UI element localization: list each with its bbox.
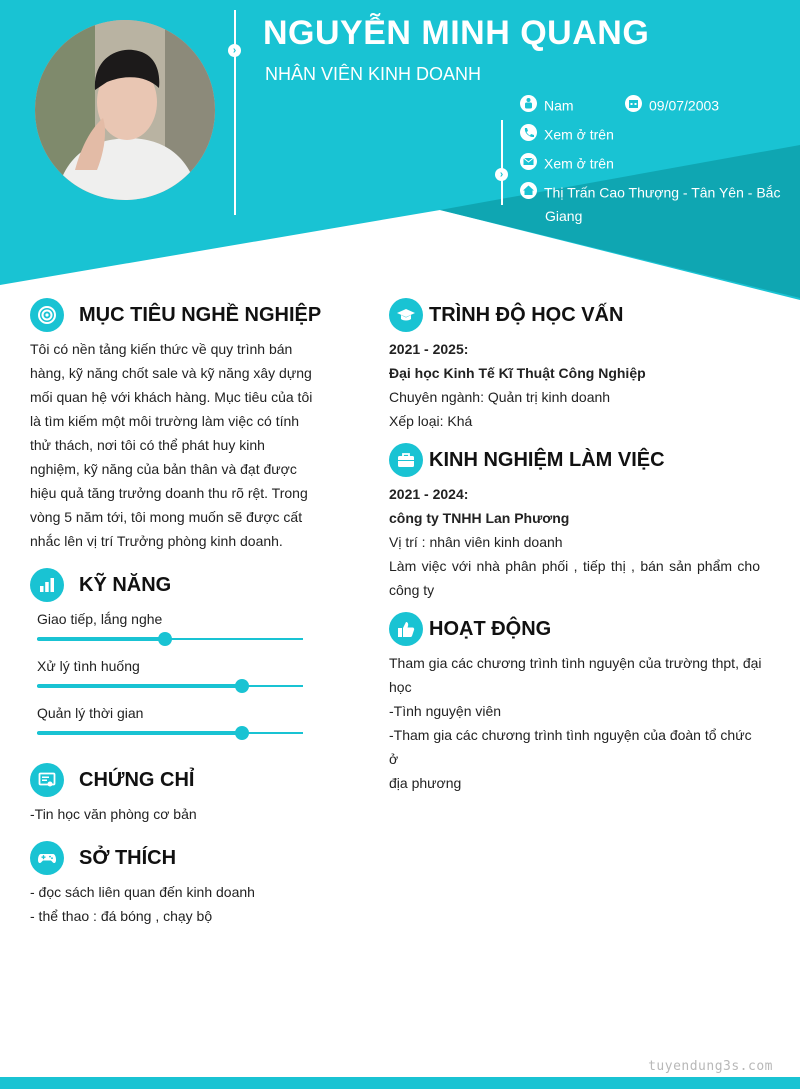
activities-title: HOẠT ĐỘNG xyxy=(429,617,552,640)
certificate-item: -Tin học văn phòng cơ bản xyxy=(30,806,197,822)
bar-chart-icon xyxy=(30,568,64,602)
chevron-right-icon: › xyxy=(495,168,508,181)
phone-icon xyxy=(520,124,537,141)
avatar xyxy=(35,20,215,200)
skill-knob xyxy=(235,679,249,693)
activity-line: Tham gia các chương trình tình nguyện của trường thpt, đại xyxy=(389,655,762,671)
skill-bar xyxy=(37,732,303,734)
skill-fill xyxy=(37,637,165,641)
chevron-right-icon: › xyxy=(228,44,241,57)
watermark: tuyendung3s.com xyxy=(648,1059,773,1074)
calendar-icon xyxy=(625,95,642,112)
education-details xyxy=(389,337,764,433)
objective-title: MỤC TIÊU NGHỀ NGHIỆP xyxy=(79,303,322,326)
email-value: Xem ở trên xyxy=(544,155,614,172)
education-heading xyxy=(389,298,623,332)
header-divider-right xyxy=(501,120,503,205)
envelope-icon xyxy=(520,153,537,170)
skill-label: Giao tiếp, lắng nghe xyxy=(37,611,163,627)
education-major: Chuyên ngành: Quản trị kinh doanh xyxy=(389,389,611,405)
hobby-item: - thể thao : đá bóng , chạy bộ xyxy=(30,908,213,924)
skill-label: Xử lý tình huống xyxy=(37,658,140,674)
footer-bar xyxy=(0,1077,800,1089)
skill-knob xyxy=(235,726,249,740)
education-title: TRÌNH ĐỘ HỌC VẤN xyxy=(429,303,624,326)
birthday-info xyxy=(625,91,719,118)
certificates-title: CHỨNG CHỈ xyxy=(79,768,195,791)
objective-line: hiệu quả tăng trưởng doanh thu rõ rệt. Trong xyxy=(30,485,308,501)
education-rank: Xếp loại: Khá xyxy=(389,413,473,429)
activity-line: -Tham gia các chương trình tình nguyện của đoàn tổ chức ở xyxy=(389,727,752,767)
phone-info xyxy=(520,120,614,147)
target-icon xyxy=(30,298,64,332)
objective-line: vòng 5 năm tới, tôi mong muốn sẽ được cất xyxy=(30,509,303,525)
objective-text xyxy=(30,337,313,553)
graduation-cap-icon xyxy=(389,298,423,332)
hobbies-title: SỞ THÍCH xyxy=(79,846,177,869)
education-school: Đại học Kinh Tế Kĩ Thuật Công Nghiệp xyxy=(389,365,646,381)
experience-position: Vị trí : nhân viên kinh doanh xyxy=(389,534,563,550)
gender-icon xyxy=(520,95,537,112)
skill-fill xyxy=(37,684,242,688)
gender-info xyxy=(520,91,574,118)
objective-line: Tôi có nền tảng kiến thức về quy trình bán xyxy=(30,341,293,357)
activity-line: địa phương xyxy=(389,775,462,791)
skill-knob xyxy=(158,632,172,646)
experience-details xyxy=(389,482,760,602)
cv-header xyxy=(0,0,800,300)
briefcase-icon xyxy=(389,443,423,477)
address-value: Thị Trấn Cao Thượng - Tân Yên - Bắc xyxy=(544,184,781,201)
address-line2: Giang xyxy=(545,208,583,224)
birthday-value: 09/07/2003 xyxy=(649,97,720,114)
objective-line: nghiệm, kỹ năng của bản thân và đạt được xyxy=(30,461,297,477)
objective-line: thử thách, nơi tôi có thể phát huy kinh xyxy=(30,437,265,453)
skill-fill xyxy=(37,731,242,735)
education-period: 2021 - 2025: xyxy=(389,341,469,357)
objective-heading xyxy=(30,298,321,332)
full-name: NGUYỄN MINH QUANG xyxy=(263,14,650,52)
hobby-item: - đọc sách liên quan đến kinh doanh xyxy=(30,884,255,900)
skills-heading xyxy=(30,568,171,602)
phone-value: Xem ở trên xyxy=(544,126,614,143)
objective-line: nhắc lên vị trí Trưởng phòng kinh doanh. xyxy=(30,533,283,549)
skill-label: Quản lý thời gian xyxy=(37,705,144,721)
skill-bar xyxy=(37,638,303,640)
activities-heading xyxy=(389,612,551,646)
email-info xyxy=(520,149,614,176)
hobbies-heading xyxy=(30,841,176,875)
skills-title: KỸ NĂNG xyxy=(79,573,172,596)
experience-title: KINH NGHIỆM LÀM VIỆC xyxy=(429,448,665,471)
experience-period: 2021 - 2024: xyxy=(389,486,469,502)
hobbies-list xyxy=(30,880,313,928)
activities-details xyxy=(389,651,764,795)
gamepad-icon xyxy=(30,841,64,875)
objective-line: là tìm kiếm một môi trường làm việc có tính xyxy=(30,413,300,429)
experience-description: Làm việc với nhà phân phối , tiếp thị , bán sản phẩm cho xyxy=(389,558,760,574)
header-divider-left xyxy=(234,10,236,215)
objective-line: mối quan hệ với khách hàng. Mục tiêu của tôi xyxy=(30,389,313,405)
certificates-heading xyxy=(30,763,194,797)
activity-line: -Tình nguyện viên xyxy=(389,703,502,719)
objective-line: hàng, kỹ năng chốt sale và kỹ năng xây dựng xyxy=(30,365,312,381)
certificate-icon xyxy=(30,763,64,797)
skill-bar xyxy=(37,685,303,687)
address-info xyxy=(520,178,780,205)
experience-heading xyxy=(389,443,665,477)
thumbs-up-icon xyxy=(389,612,423,646)
gender-value: Nam xyxy=(544,97,574,114)
experience-description-cont: công ty xyxy=(389,582,435,598)
home-icon xyxy=(520,182,537,199)
experience-company: công ty TNHH Lan Phương xyxy=(389,510,570,526)
job-title: NHÂN VIÊN KINH DOANH xyxy=(265,64,482,84)
activity-line: học xyxy=(389,679,412,695)
